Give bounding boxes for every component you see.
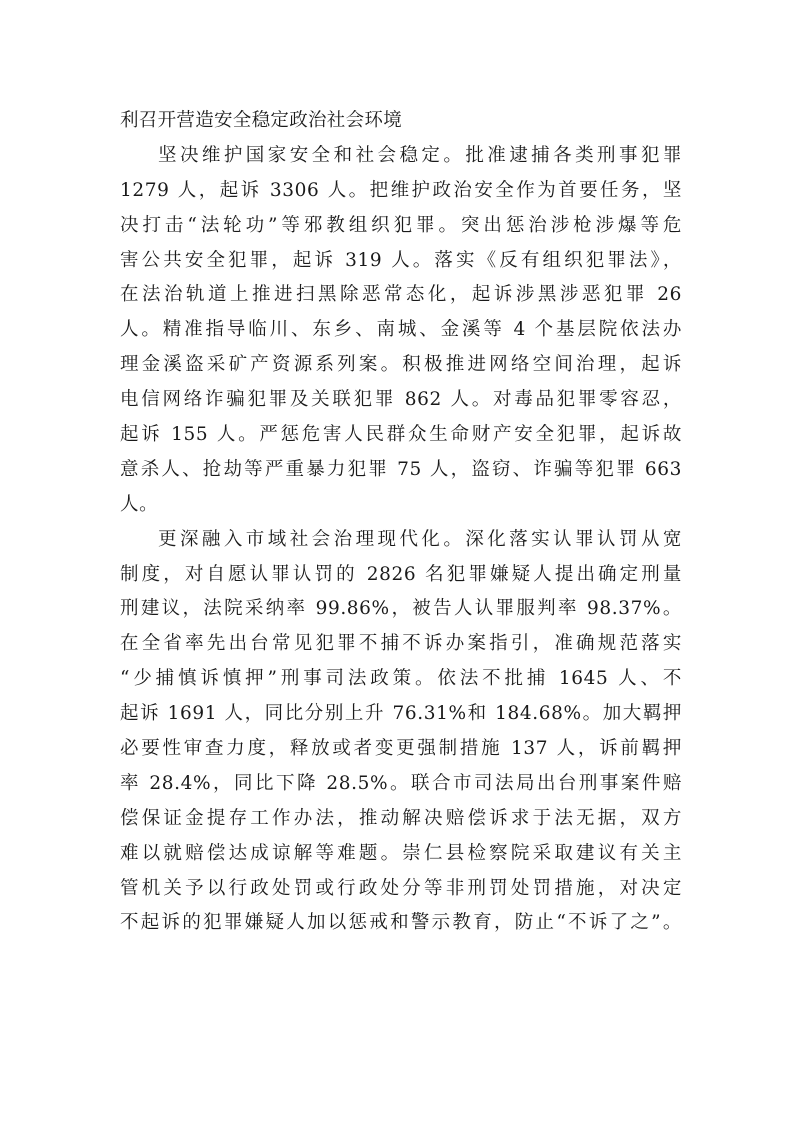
paragraph-line: 管机关予以行政处罚或行政处分等非刑罚处罚措施，对决定 bbox=[120, 877, 682, 899]
paragraph-line: 起诉 155 人。严惩危害人民群众生命财产安全犯罪，起诉故 bbox=[120, 424, 682, 446]
document-page bbox=[120, 104, 682, 941]
paragraph-line: “少捕慎诉慎押”刑事司法政策。依法不批捕 1645 人、不 bbox=[120, 668, 682, 690]
paragraph-social-governance bbox=[120, 523, 682, 942]
paragraph-line: 坚决维护国家安全和社会稳定。批准逮捕各类刑事犯罪 bbox=[158, 144, 682, 166]
paragraph-line: 电信网络诈骗犯罪及关联犯罪 862 人。对毒品犯罪零容忍， bbox=[120, 389, 682, 411]
paragraph-line: 人。 bbox=[120, 493, 159, 515]
paragraph-line: 更深融入市域社会治理现代化。深化落实认罪认罚从宽 bbox=[158, 528, 682, 550]
paragraph-line: 在全省率先出台常见犯罪不捕不诉办案指引，准确规范落实 bbox=[120, 633, 682, 655]
paragraph-line: 在法治轨道上推进扫黑除恶常态化，起诉涉黑涉恶犯罪 26 bbox=[120, 284, 682, 306]
paragraph-line: 刑建议，法院采纳率 99.86%，被告人认罪服判率 98.37%。 bbox=[120, 598, 682, 620]
paragraph-line: 必要性审查力度，释放或者变更强制措施 137 人，诉前羁押 bbox=[120, 738, 682, 760]
paragraph-line: 不起诉的犯罪嫌疑人加以惩戒和警示教育，防止“不诉了之”。 bbox=[120, 912, 682, 934]
paragraph-line: 偿保证金提存工作办法，推动解决赔偿诉求于法无据，双方 bbox=[120, 807, 682, 829]
paragraph-line: 害公共安全犯罪，起诉 319 人。落实《反有组织犯罪法》， bbox=[120, 249, 682, 271]
paragraph-line: 1279 人，起诉 3306 人。把维护政治安全作为首要任务，坚 bbox=[120, 179, 682, 201]
paragraph-line: 人。精准指导临川、东乡、南城、金溪等 4 个基层院依法办 bbox=[120, 319, 682, 341]
paragraph-line: 意杀人、抢劫等严重暴力犯罪 75 人，盗窃、诈骗等犯罪 663 bbox=[120, 458, 682, 480]
paragraph-line: 率 28.4%，同比下降 28.5%。联合市司法局出台刑事案件赔 bbox=[120, 772, 682, 794]
paragraph-line: 制度，对自愿认罪认罚的 2826 名犯罪嫌疑人提出确定刑量 bbox=[120, 563, 682, 585]
paragraph-line: 理金溪盗采矿产资源系列案。积极推进网络空间治理，起诉 bbox=[120, 354, 682, 376]
paragraph-line: 起诉 1691 人，同比分别上升 76.31%和 184.68%。加大羁押 bbox=[120, 703, 682, 725]
heading-line: 利召开营造安全稳定政治社会环境 bbox=[120, 110, 403, 131]
paragraph-national-security bbox=[120, 139, 682, 523]
paragraph-line: 决打击“法轮功”等邪教组织犯罪。突出惩治涉枪涉爆等危 bbox=[120, 214, 682, 236]
paragraph-line: 难以就赔偿达成谅解等难题。崇仁县检察院采取建议有关主 bbox=[120, 842, 682, 864]
